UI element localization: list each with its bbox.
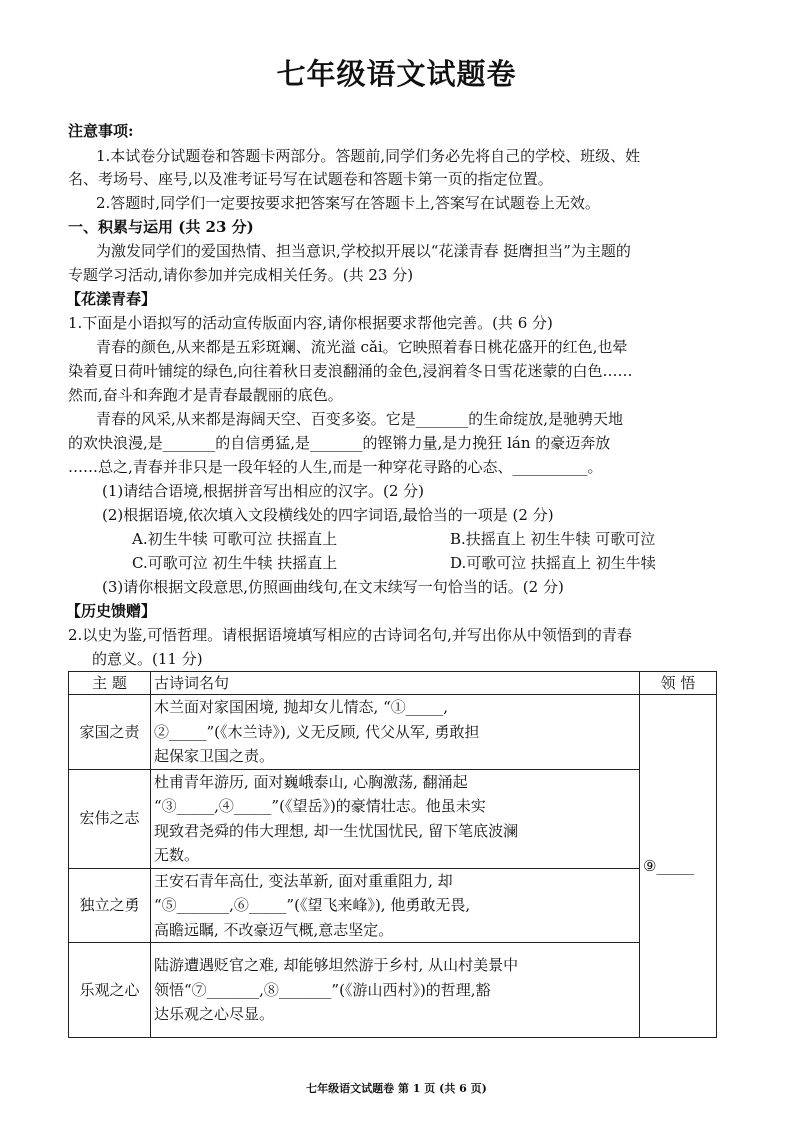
question-1: 1.下面是小语拟写的活动宣传版面内容,请你根据要求帮他完善。(共 6 分) — [68, 314, 553, 332]
part1-heading: 【花漾青春】 — [66, 290, 157, 308]
row-poem-text — [151, 695, 640, 770]
text-line: ②_____”(《木兰诗》), 义无反顾, 代父从军, 勇敢担 — [154, 722, 480, 741]
passage2-line3: ……总之,青春并非只是一段年轻的人生,而是一种穿花寻路的心态、__________。 — [68, 458, 603, 476]
notice-item1-line2: 名、考场号、座号,以及准考证号写在试题卷和答题卡第一页的指定位置。 — [68, 170, 553, 188]
passage1-line2: 染着夏日荷叶铺绽的绿色,向往着秋日麦浪翻涌的金色,浸润着冬日雪花迷蒙的白色…… — [68, 362, 633, 380]
table-row — [69, 695, 717, 770]
section1-heading: 一、积累与运用 (共 23 分) — [68, 218, 254, 236]
subquestion-3: (3)请你根据文段意思,仿照画曲线句,在文末续写一句恰当的话。(2 分) — [102, 578, 564, 596]
option-d: D.可歌可泣 扶摇直上 初生牛犊 — [450, 554, 656, 572]
text-line: 陆游遭遇贬官之难, 却能够坦然游于乡村, 从山村美景中 — [154, 956, 519, 974]
header-theme: 主 题 — [69, 672, 151, 695]
insight-cell: ⑨_____ — [640, 695, 717, 1038]
passage1-line1: 青春的颜色,从来都是五彩斑斓、流光溢 cǎi。它映照着春日桃花盛开的红色,也晕 — [96, 338, 628, 356]
text-line: 杜甫青年游历, 面对巍峨泰山, 心胸激荡, 翻涌起 — [154, 772, 468, 791]
table-row — [69, 943, 717, 1038]
row-poem-text — [151, 868, 640, 943]
option-c: C.可歌可泣 初生牛犊 扶摇直上 — [132, 554, 338, 572]
text-line: “⑤_______,⑥_____”(《望飞来峰》), 他勇敢无畏, — [154, 896, 471, 914]
text-line: 起保家卫国之责。 — [154, 747, 275, 765]
section1-intro-line2: 专题学习活动,请你参加并完成相关任务。(共 23 分) — [68, 266, 414, 284]
notice-item1-line1: 1.本试卷分试题卷和答题卡两部分。答题前,同学们务必先将自己的学校、班级、姓 — [96, 147, 641, 165]
question-2-line1: 2.以史为鉴,可悟哲理。请根据语境填写相应的古诗词名句,并写出你从中领悟到的青春 — [68, 626, 632, 644]
row-poem-text — [151, 769, 640, 868]
notice-heading: 注意事项: — [68, 122, 134, 140]
text-line: 无数。 — [154, 846, 200, 864]
passage1-line3: 然而,奋斗和奔跑才是青春最靓丽的底色。 — [68, 386, 343, 404]
row-theme: 独立之勇 — [69, 868, 151, 943]
header-insight: 领 悟 — [640, 672, 717, 695]
text-line: 王安石青年高仕, 变法革新, 面对重重阻力, 却 — [154, 871, 453, 890]
text-line: 木兰面对家国困境, 抛却女儿情态, “①_____, — [154, 698, 449, 716]
row-theme: 家国之责 — [69, 695, 151, 770]
text-line: 领悟“⑦_______,⑧_______”(《游山西村》)的哲理,豁 — [154, 980, 491, 999]
table-header-row — [69, 672, 717, 695]
question-2-line2: 的意义。(11 分) — [92, 650, 203, 668]
text-line: 达乐观之心尽显。 — [154, 1005, 275, 1023]
section1-intro-line1: 为激发同学们的爱国热情、担当意识,学校拟开展以“花漾青春 挺膺担当”为主题的 — [96, 242, 631, 260]
part2-heading: 【历史馈赠】 — [66, 602, 157, 620]
passage2-line2: 的欢快浪漫,是_______的自信勇猛,是_______的铿锵力量,是力挽狂 lán 的豪迈奔放 — [68, 434, 611, 452]
row-theme: 乐观之心 — [69, 943, 151, 1038]
page-footer: 七年级语文试题卷 第 1 页 (共 6 页) — [306, 1082, 487, 1095]
row-poem-text — [151, 943, 640, 1038]
subquestion-2: (2)根据语境,依次填入文段横线处的四字词语,最恰当的一项是 (2 分) — [102, 506, 554, 524]
row-theme: 宏伟之志 — [69, 769, 151, 868]
page-title: 七年级语文试题卷 — [276, 57, 517, 91]
text-line: “③_____,④_____”(《望岳》)的豪情壮志。他虽未实 — [154, 797, 486, 815]
subquestion-1: (1)请结合语境,根据拼音写出相应的汉字。(2 分) — [102, 482, 425, 500]
header-poem: 古诗词名句 — [151, 672, 640, 695]
poem-table — [68, 671, 717, 1038]
notice-item2: 2.答题时,同学们一定要按要求把答案写在答题卡上,答案写在试题卷上无效。 — [96, 194, 600, 212]
option-b: B.扶摇直上 初生牛犊 可歌可泣 — [450, 530, 656, 548]
text-line: 现致君尧舜的伟大理想, 却一生忧国忧民, 留下笔底波澜 — [154, 821, 519, 840]
table-row — [69, 868, 717, 943]
option-a: A.初生牛犊 可歌可泣 扶摇直上 — [132, 530, 338, 548]
passage2-line1: 青春的风采,从来都是海阔天空、百变多姿。它是_______的生命绽放,是驰骋天地 — [96, 410, 624, 428]
text-line: 高瞻远瞩, 不改豪迈气概,意志坚定。 — [154, 920, 394, 939]
table-row — [69, 769, 717, 868]
